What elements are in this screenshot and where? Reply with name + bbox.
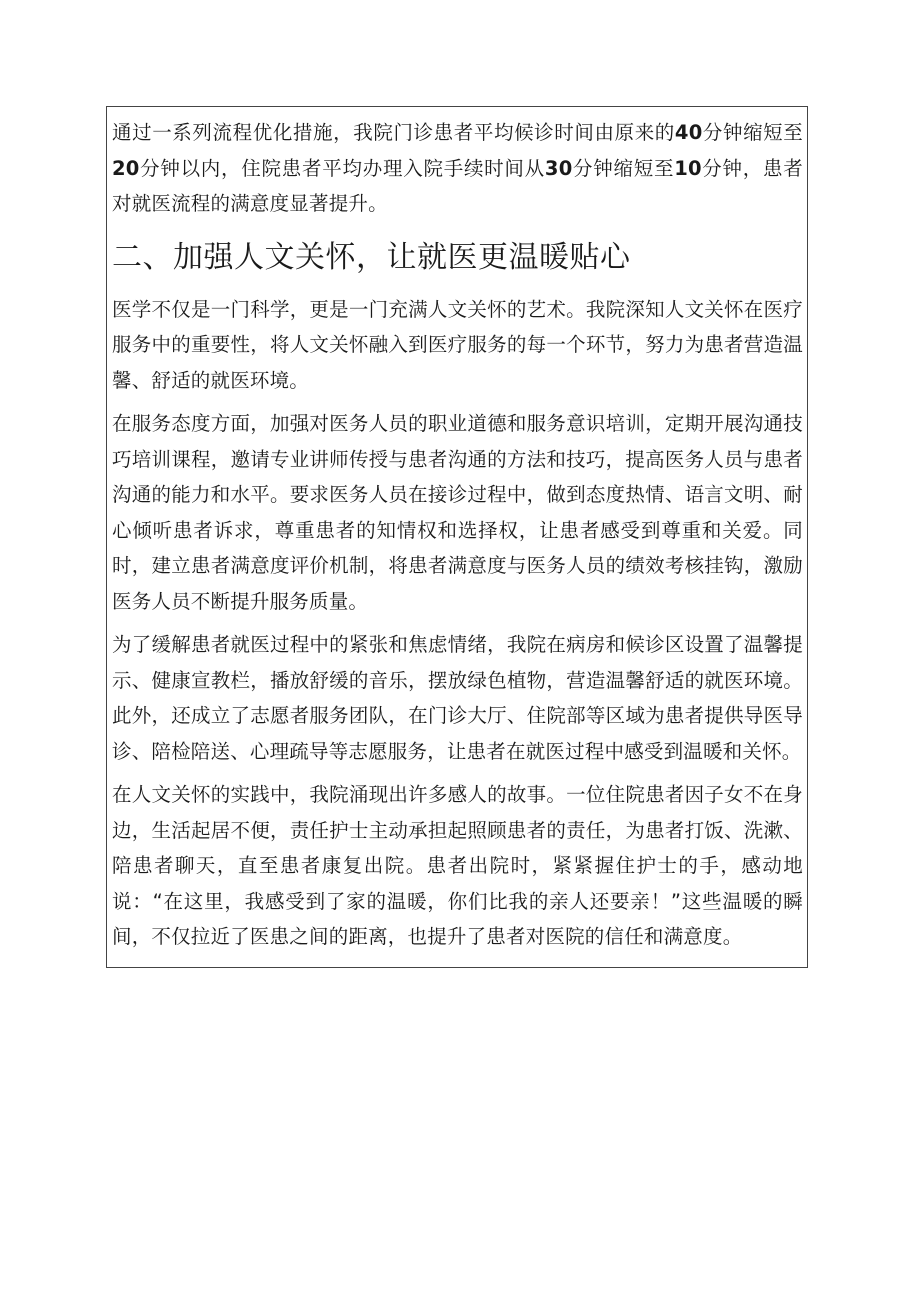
intro-number: 20 bbox=[112, 156, 140, 180]
intro-text: 分钟缩短至 bbox=[702, 121, 803, 144]
body-paragraph: 医学不仅是一门科学，更是一门充满人文关怀的艺术。我院深知人文关怀在医疗服务中的重要性，将人文关怀融入到医疗服务的每一个环节，努力为患者营造温馨、舒适的就医环境。 bbox=[112, 297, 803, 392]
intro-number: 30 bbox=[544, 156, 573, 180]
document-frame bbox=[106, 106, 808, 968]
section-heading: 二、加强人文关怀，让就医更温暖贴心 bbox=[112, 239, 631, 275]
body-paragraph: 在服务态度方面，加强对医务人员的职业道德和服务意识培训，定期开展沟通技巧培训课程，邀请专业讲师传授与患者沟通的方法和技巧，提高医务人员与患者沟通的能力和水平。要求医务人员在接诊过程中，做到态度热情、语言文明、耐心倾听患者诉求，尊重患者的知情权和选择权，让患者感受到尊重和关爱。同时，建立患者满意度评价机制，将患者满意度与医务人员的绩效考核挂钩，激励医务人员不断提升服务质量。 bbox=[112, 412, 803, 613]
intro-text: 通过一系列流程优化措施，我院门诊患者平均候诊时间由原来的 bbox=[112, 121, 675, 144]
intro-text: 分钟，患者对就医流程的满意度显著提升。 bbox=[112, 156, 803, 215]
intro-paragraph bbox=[112, 115, 803, 222]
intro-text: 分钟以内，住院患者平均办理入院手续时间从 bbox=[139, 156, 545, 180]
intro-number: 40 bbox=[674, 121, 703, 144]
body-paragraph: 在人文关怀的实践中，我院涌现出许多感人的故事。一位住院患者因子女不在身边，生活起居不便，责任护士主动承担起照顾患者的责任，为患者打饭、洗漱、陪患者聊天，直至患者康复出院。患者出院时，紧紧握住护士的手，感动地说：“在这里，我感受到了家的温暖，你们比我的亲人还要亲！”这些温暖的瞬间，不仅拉近了医患之间的距离，也提升了患者对医院的信任和满意度。 bbox=[112, 783, 803, 948]
body-paragraph: 为了缓解患者就医过程中的紧张和焦虑情绪，我院在病房和候诊区设置了温馨提示、健康宣教栏，播放舒缓的音乐，摆放绿色植物，营造温馨舒适的就医环境。此外，还成立了志愿者服务团队，在门诊大厅、住院部等区域为患者提供导医导诊、陪检陪送、心理疏导等志愿服务，让患者在就医过程中感受到温暖和关怀。 bbox=[112, 633, 803, 763]
intro-number: 10 bbox=[674, 156, 702, 180]
intro-text: 分钟缩短至 bbox=[572, 156, 675, 180]
